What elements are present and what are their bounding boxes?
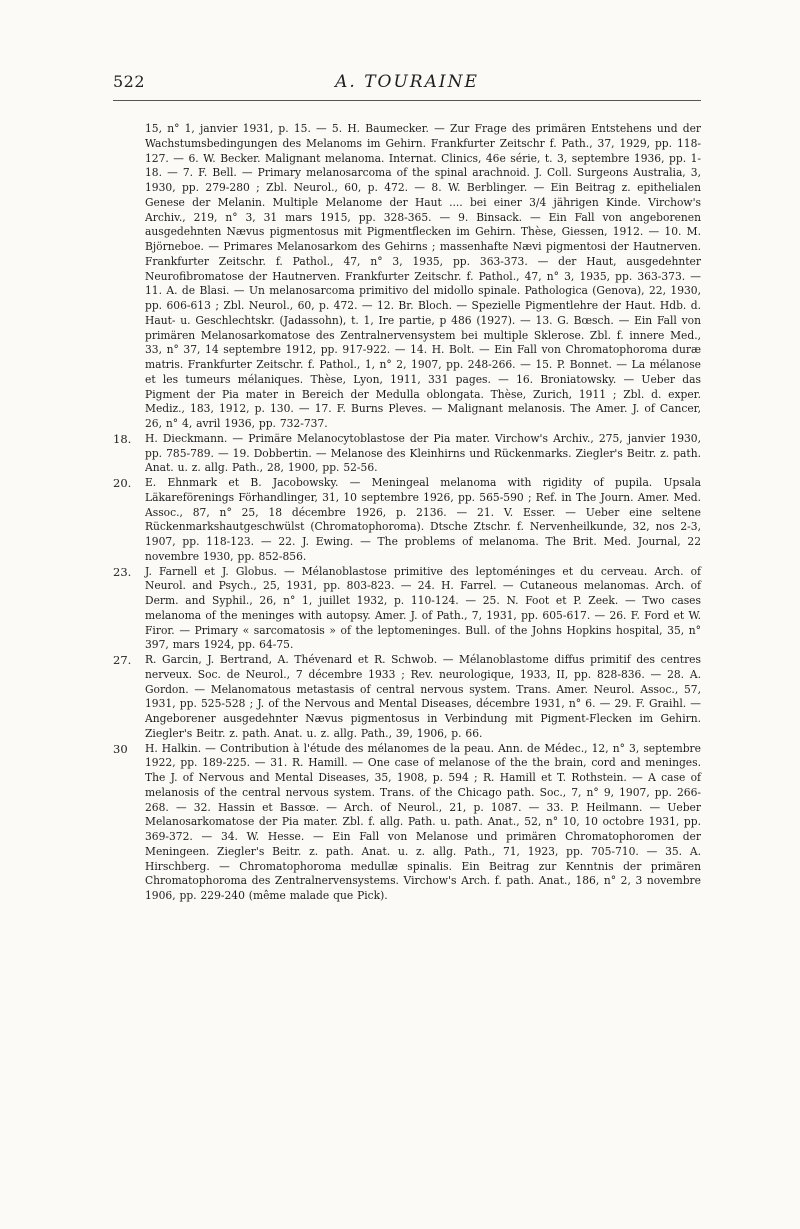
entry-text: H. Halkin. — Contribution à l'étude des mélanomes de la peau. Ann. de Médec., 12, n° 3, septembre 1922, pp. 189-225. — 31. R. Hamill. — One case of melanose of the the brain, cord and meninges. The J. of Nervous and Mental Diseases, 35, 1908, p. 594 ; R. Hamill et T. Rothstein. — A case of melanosis of the central nervous system. Trans. of the Chicago path. Soc., 7, n° 9, 1907, pp. 266-268. — 32. Hassin et Bassœ. — Arch. of Neurol., 21, p. 1087. — 33. P. Heilmann. — Ueber Melanosarkomatose der Pia mater. Zbl. f. allg. Path. u. path. Anat., 52, n° 10, 10 octobre 1931, pp. 369-372. — 34. W. Hesse. — Ein Fall von Melanose und primären Chromatophoromen der Meningeen. Ziegler's Beitr. z. path. Anat. u. z. allg. Path., 71, 1923, pp. 705-710. — 35. A. Hirschberg. — Chromatophoroma medullæ spinalis. Ein Beitrag zur Kenntnis der primären Chromatophoroma des Zentralnervensystems. Virchow's Arch. f. path. Anat., 186, n° 2, 3 novembre 1906, pp. 229-240 (même malade que Pick). bbox=[145, 741, 701, 902]
entry-text: E. Ehnmark et B. Jacobowsky. — Meningeal melanoma with rigidity of pupila. Upsala Läkareförenings Förhandlinger, 31, 10 septembre 1926, pp. 565-590 ; Ref. in The Journ. Amer. Med. Assoc., 87, n° 25, 18 décembre 1926, p. 2136. — 21. V. Esser. — Ueber eine seltene Rückenmarkshautgeschwülst (Chromatophoroma). Dtsche Ztschr. f. Nervenheilkunde, 32, nos 2-3, 1907, pp. 118-123. — 22. J. Ewing. — The problems of melanoma. The Brit. Med. Journal, 22 novembre 1930, pp. 852-856. bbox=[145, 476, 701, 563]
bibliography-body bbox=[113, 122, 701, 904]
header-rule bbox=[113, 100, 701, 101]
entry-number: 23. bbox=[113, 564, 132, 579]
page-number: 522 bbox=[113, 72, 146, 91]
entry-text: J. Farnell et J. Globus. — Mélanoblastose primitive des leptoméninges et du cerveau. Arch. of Neurol. and Psych., 25, 1931, pp. 803-823. — 24. H. Farrel. — Cutaneous melanomas. Arch. of Derm. and Syphil., 26, n° 1, juillet 1932, p. 110-124. — 25. N. Foot et P. Zeek. — Two cases melanoma of the meninges with autopsy. Amer. J. of Path., 7, 1931, pp. 605-617. — 26. F. Ford et W. Firor. — Primary « sarcomatosis » of the leptomeninges. Bull. of the Johns Hopkins hospital, 35, n° 397, mars 1924, pp. 64-75. bbox=[145, 564, 701, 652]
entry-number: 30 bbox=[113, 741, 128, 756]
page-header bbox=[113, 72, 701, 102]
bibliography-entry bbox=[113, 122, 701, 432]
bibliography-entry bbox=[113, 565, 701, 654]
entry-number: 27. bbox=[113, 653, 132, 667]
entry-text: R. Garcin, J. Bertrand, A. Thévenard et R. Schwob. — Mélanoblastome diffus primitif des centres nerveux. Soc. de Neurol., 7 décembre 1933 ; Rev. neurologique, 1933, II, pp. 828-836. — 28. A. Gordon. — Melanomatous metastasis of central nervous system. Trans. Amer. Neurol. Assoc., 57, 1931, pp. 525-528 ; J. of the Nervous and Mental Diseases, décembre 1931, n° 6. — 29. F. Graihl. — Angeborener ausgedehnter Nævus pigmentosus in Verbindung mit Pigment-Flecken im Gehirn. Ziegler's Beitr. z. path. Anat. u. z. allg. Path., 39, 1906, p. 66. bbox=[145, 653, 701, 740]
bibliography-entry bbox=[113, 742, 701, 904]
entry-number: 20. bbox=[113, 476, 132, 490]
entry-text: H. Dieckmann. — Primäre Melanocytoblastose der Pia mater. Virchow's Archiv., 275, janvier 1930, pp. 785-789. — 19. Dobbertin. — Melanose des Kleinhirns und Rückenmarks. Ziegler's Beitr. z. path. Anat. u. z. allg. Path., 28, 1900, pp. 52-56. bbox=[145, 431, 701, 475]
bibliography-entry bbox=[113, 653, 701, 742]
entry-text: 15, n° 1, janvier 1931, p. 15. — 5. H. Baumecker. — Zur Frage des primären Entstehens und der Wachstumsbedingungen des Melanoms im Gehirn. Frankfurter Zeitschr f. Path., 37, 1929, pp. 118-127. — 6. W. Becker. Malignant melanoma. Internat. Clinics, 46e série, t. 3, septembre 1936, pp. 1-18. — 7. F. Bell. — Primary melanosarcoma of the spinal arachnoid. J. Coll. Surgeons Australia, 3, 1930, pp. 279-280 ; Zbl. Neurol., 60, p. 472. — 8. W. Berblinger. — Ein Beitrag z. epithelialen Genese der Melanin. Multiple Melanome der Haut .... bei einer 3/4 jährigen Kinde. Virchow's Archiv., 219, n° 3, 31 mars 1915, pp. 328-365. — 9. Binsack. — Ein Fall von angeborenen ausgedehnten Nævus pigmentosus mit Pigmentflecken im Gehirn. Thèse, Giessen, 1912. — 10. M. Björneboe. — Primares Melanosarkom des Gehirns ; massenhafte Nævi pigmentosi der Hautnerven. Frankfurter Zeitschr. f. Pathol., 47, n° 3, 1935, pp. 363-373. — der Haut, ausgedehnter Neurofibromatose der Hautnerven. Frankfurter Zeitschr. f. Pathol., 47, n° 3, 1935, pp. 363-373. — 11. A. de Blasi. — Un melanosarcoma primitivo del midollo spinale. Pathologica (Genova), 22, 1930, pp. 606-613 ; Zbl. Neurol., 60, p. 472. — 12. Br. Bloch. — Spezielle Pigmentlehre der Haut. Hdb. d. Haut- u. Geschlechtskr. (Jadassohn), t. 1, Ire partie, p 486 (1927). — 13. G. Bœsch. — Ein Fall von primären Melanosarkomatose des Zentralnervensystem bei multiple Sklerose. Zbl. f. innere Med., 33, n° 37, 14 septembre 1912, pp. 917-922. — 14. H. Bolt. — Ein Fall von Chromatophoroma duræ matris. Frankfurter Zeitschr. f. Pathol., 1, n° 2, 1907, pp. 248-266. — 15. P. Bonnet. — La mélanose et les tumeurs mélaniques. Thèse, Lyon, 1911, 331 pages. — 16. Broniatowsky. — Ueber das Pigment der Pia mater in Bereich der Medulla oblongata. Thèse, Zurich, 1911 ; Zbl. d. exper. Mediz., 183, 1912, p. 130. — 17. F. Burns Pleves. — Malignant melanosis. The Amer. J. of Cancer, 26, n° 4, avril 1936, pp. 732-737. bbox=[145, 122, 701, 430]
running-head: A. TOURAINE bbox=[335, 72, 479, 92]
bibliography-entry bbox=[113, 476, 701, 565]
entry-number: 18. bbox=[113, 431, 132, 446]
bibliography-entry bbox=[113, 432, 701, 476]
